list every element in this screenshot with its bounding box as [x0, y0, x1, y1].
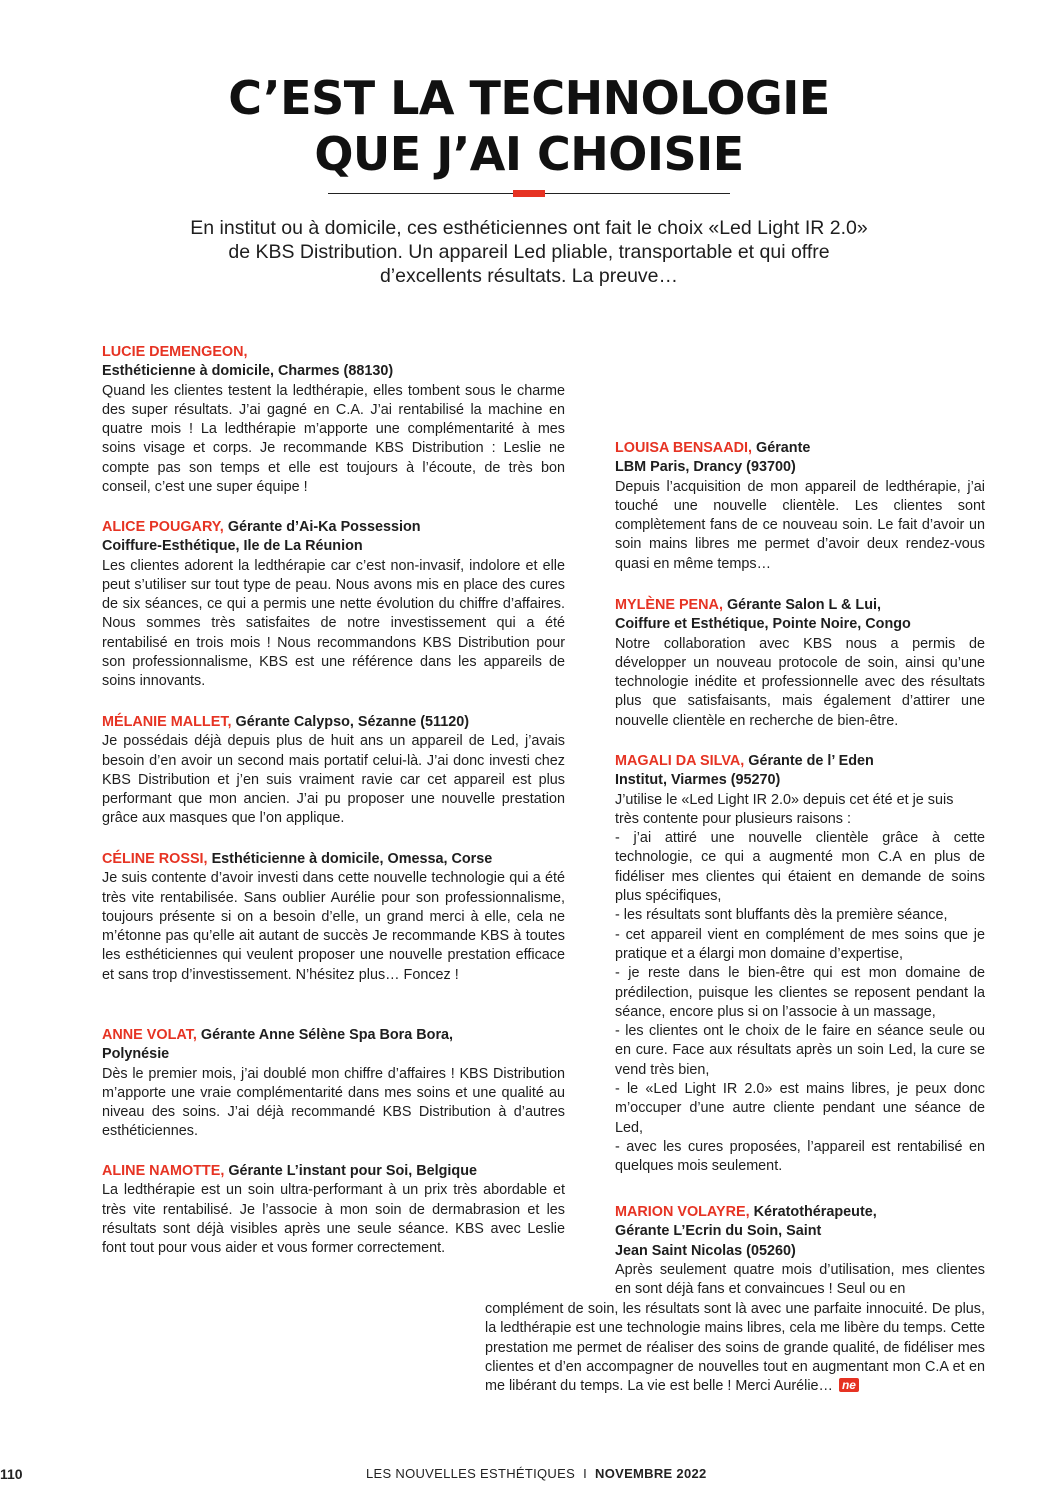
testimonial-celine [102, 850, 565, 985]
testimonial-name: ALICE POUGARY, [102, 519, 224, 535]
testimonial-name: LOUISA BENSAADI, [615, 440, 752, 456]
testimonial-text: Dès le premier mois, j’ai doublé mon chiffre d’affaires ! KBS Distribution m’apporte une vraie complémentarité dans mes soins et une qualité au niveau des soins. J’ai déjà recommandé KBS Distribution à d’autres esthéticiennes. [102, 1065, 565, 1140]
testimonial-text: La ledthérapie est un soin ultra-performant à un prix très abordable et très vite rentabilisé. Je l’associe à mon soin de dermabrasion et les résultats sont déjà visibles après une seule séance. KBS avec Leslie font tout pour vous aider et vous former correctement. [102, 1182, 565, 1257]
testimonial-name: MYLÈNE PENA, [615, 597, 723, 613]
footer-publication [366, 1466, 707, 1481]
testimonial-name: LUCIE DEMENGEON, [102, 344, 248, 360]
testimonial-role-continued: Jean Saint Nicolas (05260) [615, 1242, 796, 1259]
issue-date: NOVEMBRE 2022 [595, 1466, 707, 1481]
testimonial-heading [615, 596, 985, 615]
testimonial-text: Notre collaboration avec KBS nous a permis de développer un nouveau protocole de soin, ainsi qu’une technologie inédite et professionnelle avec des résultats plus que satisfaisants, mais également d’attirer une nouvelle clientèle en recherche de bien-être. [615, 635, 985, 729]
footer-separator: I [583, 1466, 587, 1481]
testimonial-role: Esthéticienne à domicile, Omessa, Corse [211, 851, 493, 867]
list-item: - le «Led Light IR 2.0» est mains libres, je peux donc m’occuper d’une autre cliente pendant une séance de Led, [615, 1081, 985, 1136]
testimonial-melanie [102, 713, 565, 829]
testimonial-marion-continued [485, 1300, 985, 1396]
title-line-2: QUE J’AI CHOISIE [314, 127, 744, 181]
testimonial-role-continued: Coiffure et Esthétique, Pointe Noire, Congo [615, 616, 911, 633]
list-item: - je reste dans le bien-être qui est mon domaine de prédilection, puisque les clientes se reposent pendant la séance, encore plus si on l’associe à un massage, [615, 965, 985, 1020]
magazine-logo: ne [839, 1378, 859, 1392]
testimonial-heading [102, 1162, 565, 1181]
testimonial-text-continued [485, 1300, 985, 1396]
list-item: - cet appareil vient en complément de mes soins que je pratique et a élargi mon domaine d’expertise, [615, 926, 985, 962]
testimonial-name: ANNE VOLAT, [102, 1027, 197, 1043]
testimonial-heading [102, 518, 565, 537]
testimonial-heading [615, 752, 985, 771]
testimonial-text-part: complément de soin, les résultats sont là avec une parfaite innocuité. De plus, la ledthérapie est une technologie mains libres, cela me libère du temps. Cette prestation me permet de réaliser des soins de grande qualité, de fidéliser mes clientes et d’en accompagner de nouvelles tout en augmentant mon C.A et en me libérant du temps. La vie est belle ! Merci Aurélie… [485, 1301, 985, 1395]
testimonial-text: Depuis l’acquisition de mon appareil de ledthérapie, j’ai touché une nouvelle clientèle. Les clientes sont complètement fans de ce nouveau soin. Le fait d’avoir un soin mains libres me permet d’avoir deux rendez-vous quasi en même temps… [615, 478, 985, 572]
testimonial-heading [615, 439, 985, 458]
testimonial-heading [615, 1203, 985, 1222]
testimonial-list [615, 791, 985, 1177]
testimonial-text: Les clientes adorent la ledthérapie car c’est non-invasif, indolore et elle peut s’utiliser sur tout type de peau. Nous avons mis en place des cures de six séances, ce qui a permis une nette évolution du chiffre d’affaires. Nous sommes très satisfaites de notre investissement qui a été rentabilisé en trois mois ! Nous recommandons KBS Distribution pour son professionnalisme, KBS est une référence dans les appareils de soins innovants. [102, 557, 565, 690]
journal-name: LES NOUVELLES ESTHÉTIQUES [366, 1466, 576, 1481]
page-title [0, 70, 1058, 182]
testimonial-role-continued: Polynésie [102, 1046, 170, 1063]
testimonial-anne [102, 1026, 565, 1142]
testimonial-louisa [615, 439, 985, 574]
testimonial-role: Gérante Salon L & Lui, [726, 597, 882, 613]
title-divider-accent [513, 190, 545, 197]
testimonial-name: MÉLANIE MALLET, [102, 714, 232, 730]
testimonial-text: Je possédais déjà depuis plus de huit ans un appareil de Led, j’avais besoin d’en avoir un second mais portatif celui-là. J’ai donc investi chez KBS Distribution et j’en suis vraiment ravie car cet appareil est plus performant que mon ancien. J’ai pu proposer une nouvelle prestation grâce aux masques que l’on applique. [102, 733, 565, 827]
testimonial-magali [615, 752, 985, 1177]
testimonial-alice [102, 518, 565, 692]
list-item: - les résultats sont bluffants dès la première séance, [615, 907, 948, 924]
testimonial-name: ALINE NAMOTTE, [102, 1163, 225, 1179]
testimonial-role: Kératothérapeute, [753, 1204, 877, 1220]
testimonial-role-continued: Coiffure-Esthétique, Ile de La Réunion [102, 538, 363, 555]
testimonial-text: Après seulement quatre mois d’utilisation, mes clientes en sont déjà fans et convaincues ! Seul ou en [615, 1261, 985, 1298]
intro-paragraph: En institut ou à domicile, ces esthéticiennes ont fait le choix «Led Light IR 2.0» de KBS Distribution. Un appareil Led pliable, transportable et qui offre d’excellents résultats. La preuve… [190, 217, 868, 287]
page-number: 110 [0, 1466, 23, 1482]
testimonial-mylene [615, 596, 985, 731]
testimonial-marion [615, 1203, 985, 1299]
testimonial-role-continued: Institut, Viarmes (95270) [615, 772, 781, 789]
testimonial-heading [102, 1026, 565, 1045]
testimonial-name: MARION VOLAYRE, [615, 1204, 750, 1220]
list-item: - les clientes ont le choix de le faire en séance seule ou en cure. Face aux résultats après un soin Led, la cure se vend très bien, [615, 1023, 985, 1078]
list-item: J’utilise le «Led Light IR 2.0» depuis cet été et je suis [615, 791, 954, 808]
testimonial-role: Gérante L’instant pour Soi, Belgique [228, 1163, 477, 1179]
testimonial-role: Gérante [756, 440, 811, 456]
testimonial-text: Je suis contente d’avoir investi dans cette nouvelle technologie qui a été très vite rentabilisée. Sans oublier Aurélie pour son professionnalisme, toujours présente si on a besoin d’elle, un grand merci à elle, cela ne m’étonne pas qu’elle ait autant de succès Je recommande KBS à toutes les esthéticiennes qui veulent proposer une nouvelle prestation efficace et sans trop d’investissement. N’hésitez plus… Foncez ! [102, 870, 565, 983]
testimonial-role: Gérante de l’ Eden [748, 753, 874, 769]
testimonial-name: CÉLINE ROSSI, [102, 851, 208, 867]
testimonial-role-continued: LBM Paris, Drancy (93700) [615, 459, 796, 476]
testimonial-aline [102, 1162, 565, 1258]
testimonial-name: MAGALI DA SILVA, [615, 753, 745, 769]
testimonial-role: Gérante d’Ai-Ka Possession [227, 519, 421, 535]
testimonial-heading [102, 850, 565, 869]
testimonial-role: Gérante Anne Sélène Spa Bora Bora, [200, 1027, 454, 1043]
testimonial-role: Esthéticienne à domicile, Charmes (88130) [102, 363, 394, 380]
testimonial-lucie [102, 343, 565, 497]
list-item: très contente pour plusieurs raisons : [615, 810, 851, 827]
testimonial-heading [102, 713, 565, 732]
list-item: - j’ai attiré une nouvelle clientèle grâce à cette technologie, ce qui a augmenté mon C.A en plus de fidéliser mes clientes qui étaient en demande de soins plus spécifiques, [615, 830, 985, 905]
testimonial-text: Quand les clientes testent la ledthérapie, elles tombent sous le charme des super résultats. J’ai gagné en C.A. J’ai rentabilisé la machine en quatre mois ! La ledthérapie m’apporte une complémentarité à mes soins visage et corps. Je recommande KBS Distribution : Leslie ne compte pas son temps et elle est toujours à l’écoute, de très bon conseil, c’est une super équipe ! [102, 382, 565, 496]
title-line-1: C’EST LA TECHNOLOGIE [228, 71, 830, 125]
testimonial-role-continued: Gérante L’Ecrin du Soin, Saint [615, 1223, 822, 1240]
list-item: - avec les cures proposées, l’appareil est rentabilisé en quelques mois seulement. [615, 1138, 985, 1175]
testimonial-heading [102, 343, 565, 362]
testimonial-role: Gérante Calypso, Sézanne (51120) [235, 714, 470, 730]
